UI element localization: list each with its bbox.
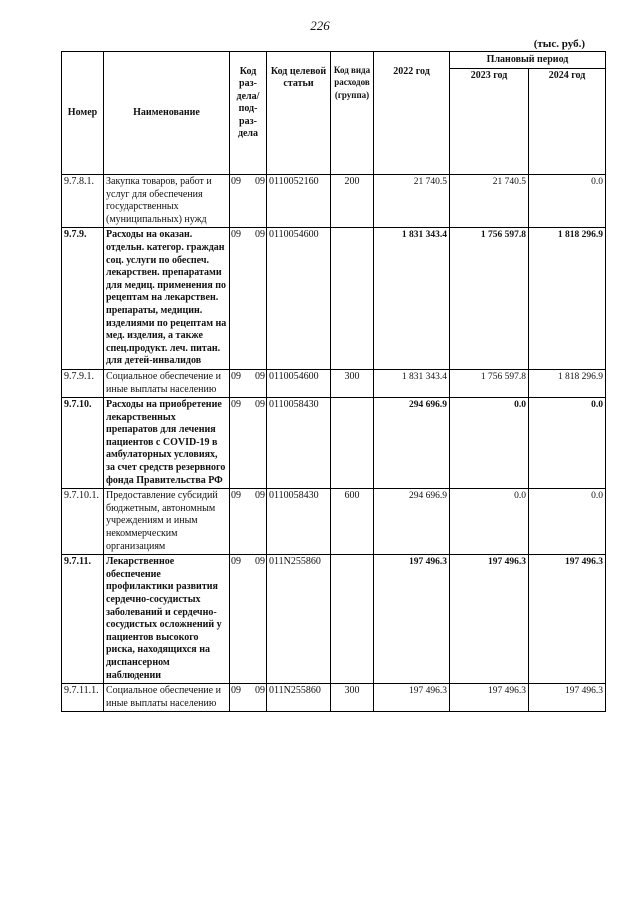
row-subsection: 09 — [255, 229, 265, 241]
row-number: 9.7.10. — [62, 398, 104, 489]
row-expense-type: 300 — [331, 684, 374, 712]
row-section: 09 — [231, 556, 241, 568]
table-row — [62, 398, 606, 489]
page-number: 226 — [310, 18, 330, 33]
row-value-2024: 197 496.3 — [529, 684, 606, 712]
row-name: Предоставление субсидий бюджетным, автономным учреждениям и иным некоммерческим организациям — [104, 489, 230, 555]
row-value-2024: 0.0 — [529, 489, 606, 555]
row-value-2024: 1 818 296.9 — [529, 369, 606, 397]
header-section-code: Код раз-дела/ под-раз-дела — [230, 52, 267, 175]
row-expense-type: 200 — [331, 175, 374, 228]
row-section-code — [230, 175, 267, 228]
row-subsection: 09 — [255, 176, 265, 187]
row-value-2023: 1 756 597.8 — [450, 228, 529, 370]
row-expense-type — [331, 398, 374, 489]
row-value-2023: 197 496.3 — [450, 555, 529, 684]
row-section: 09 — [231, 685, 241, 697]
row-target-code: 0110052160 — [267, 175, 331, 228]
row-subsection: 09 — [255, 556, 265, 568]
row-subsection: 09 — [255, 490, 265, 502]
row-target-code: 0110054600 — [267, 369, 331, 397]
row-value-2024: 197 496.3 — [529, 555, 606, 684]
row-expense-type: 300 — [331, 369, 374, 397]
row-name: Закупка товаров, работ и услуг для обеспечения государственных (муниципальных) нужд — [104, 175, 230, 228]
header-number: Номер — [62, 52, 104, 175]
table-row — [62, 175, 606, 228]
table-row — [62, 228, 606, 370]
row-value-2022: 21 740.5 — [374, 175, 450, 228]
table-row — [62, 369, 606, 397]
header-expense-type: Код вида расходов (группа) — [331, 52, 374, 175]
row-target-code: 0110058430 — [267, 398, 331, 489]
unit-note: (тыс. руб.) — [533, 38, 585, 50]
row-subsection: 09 — [255, 399, 265, 411]
row-value-2023: 0.0 — [450, 398, 529, 489]
row-section: 09 — [231, 490, 241, 502]
row-target-code: 0110054600 — [267, 228, 331, 370]
row-subsection: 09 — [255, 370, 265, 382]
row-value-2022: 197 496.3 — [374, 684, 450, 712]
row-name: Лекарственное обеспечение профилактики развития сердечно-сосудистых заболеваний и сердечно-сосудистых осложнений у пациентов высокого риска, находящихся на диспансерном наблюдении — [104, 555, 230, 684]
row-section-code — [230, 398, 267, 489]
row-number: 9.7.8.1. — [62, 175, 104, 228]
row-expense-type — [331, 228, 374, 370]
row-section-code — [230, 684, 267, 712]
row-value-2023: 21 740.5 — [450, 175, 529, 228]
row-target-code: 011N255860 — [267, 555, 331, 684]
row-name: Расходы на приобретение лекарственных препаратов для лечения пациентов с COVID-19 в амбулаторных условиях, за счет средств резервного фонда Правительства РФ — [104, 398, 230, 489]
row-name: Расходы на оказан. отдельн. категор. граждан соц. услуги по обеспеч. лекарствен. препаратами для медиц. применения по рецептам на лекарствен. препараты, медицин. изделиями по рецептам на мед. изделия, а также спец.продукт. леч. питан. для детей-инвалидов — [104, 228, 230, 370]
row-value-2024: 0.0 — [529, 175, 606, 228]
row-section: 09 — [231, 229, 241, 241]
row-value-2023: 0.0 — [450, 489, 529, 555]
row-value-2024: 0.0 — [529, 398, 606, 489]
row-expense-type — [331, 555, 374, 684]
header-name: Наименование — [104, 52, 230, 175]
header-target-code: Код целевой статьи — [267, 52, 331, 175]
budget-table — [61, 51, 606, 712]
row-value-2022: 1 831 343.4 — [374, 369, 450, 397]
row-value-2023: 1 756 597.8 — [450, 369, 529, 397]
header-planned-period: Плановый период — [450, 52, 606, 69]
row-target-code: 0110058430 — [267, 489, 331, 555]
table-row — [62, 555, 606, 684]
row-name: Социальное обеспечение и иные выплаты населению — [104, 369, 230, 397]
table-row — [62, 684, 606, 712]
row-value-2023: 197 496.3 — [450, 684, 529, 712]
header-2022: 2022 год — [374, 52, 450, 175]
row-value-2022: 1 831 343.4 — [374, 228, 450, 370]
row-number: 9.7.10.1. — [62, 489, 104, 555]
row-value-2022: 294 696.9 — [374, 398, 450, 489]
row-expense-type: 600 — [331, 489, 374, 555]
row-section-code — [230, 555, 267, 684]
row-section: 09 — [231, 399, 241, 411]
row-target-code: 011N255860 — [267, 684, 331, 712]
row-section-code — [230, 369, 267, 397]
row-section: 09 — [231, 370, 241, 382]
row-section-code — [230, 489, 267, 555]
header-2023: 2023 год — [450, 69, 529, 175]
row-name: Социальное обеспечение и иные выплаты населению — [104, 684, 230, 712]
row-value-2022: 294 696.9 — [374, 489, 450, 555]
row-number: 9.7.9. — [62, 228, 104, 370]
row-value-2024: 1 818 296.9 — [529, 228, 606, 370]
table-row — [62, 489, 606, 555]
row-subsection: 09 — [255, 685, 265, 697]
row-section-code — [230, 228, 267, 370]
header-2024: 2024 год — [529, 69, 606, 175]
row-number: 9.7.11.1. — [62, 684, 104, 712]
row-section: 09 — [231, 176, 241, 187]
table-body — [62, 175, 606, 712]
row-number: 9.7.9.1. — [62, 369, 104, 397]
row-number: 9.7.11. — [62, 555, 104, 684]
row-value-2022: 197 496.3 — [374, 555, 450, 684]
